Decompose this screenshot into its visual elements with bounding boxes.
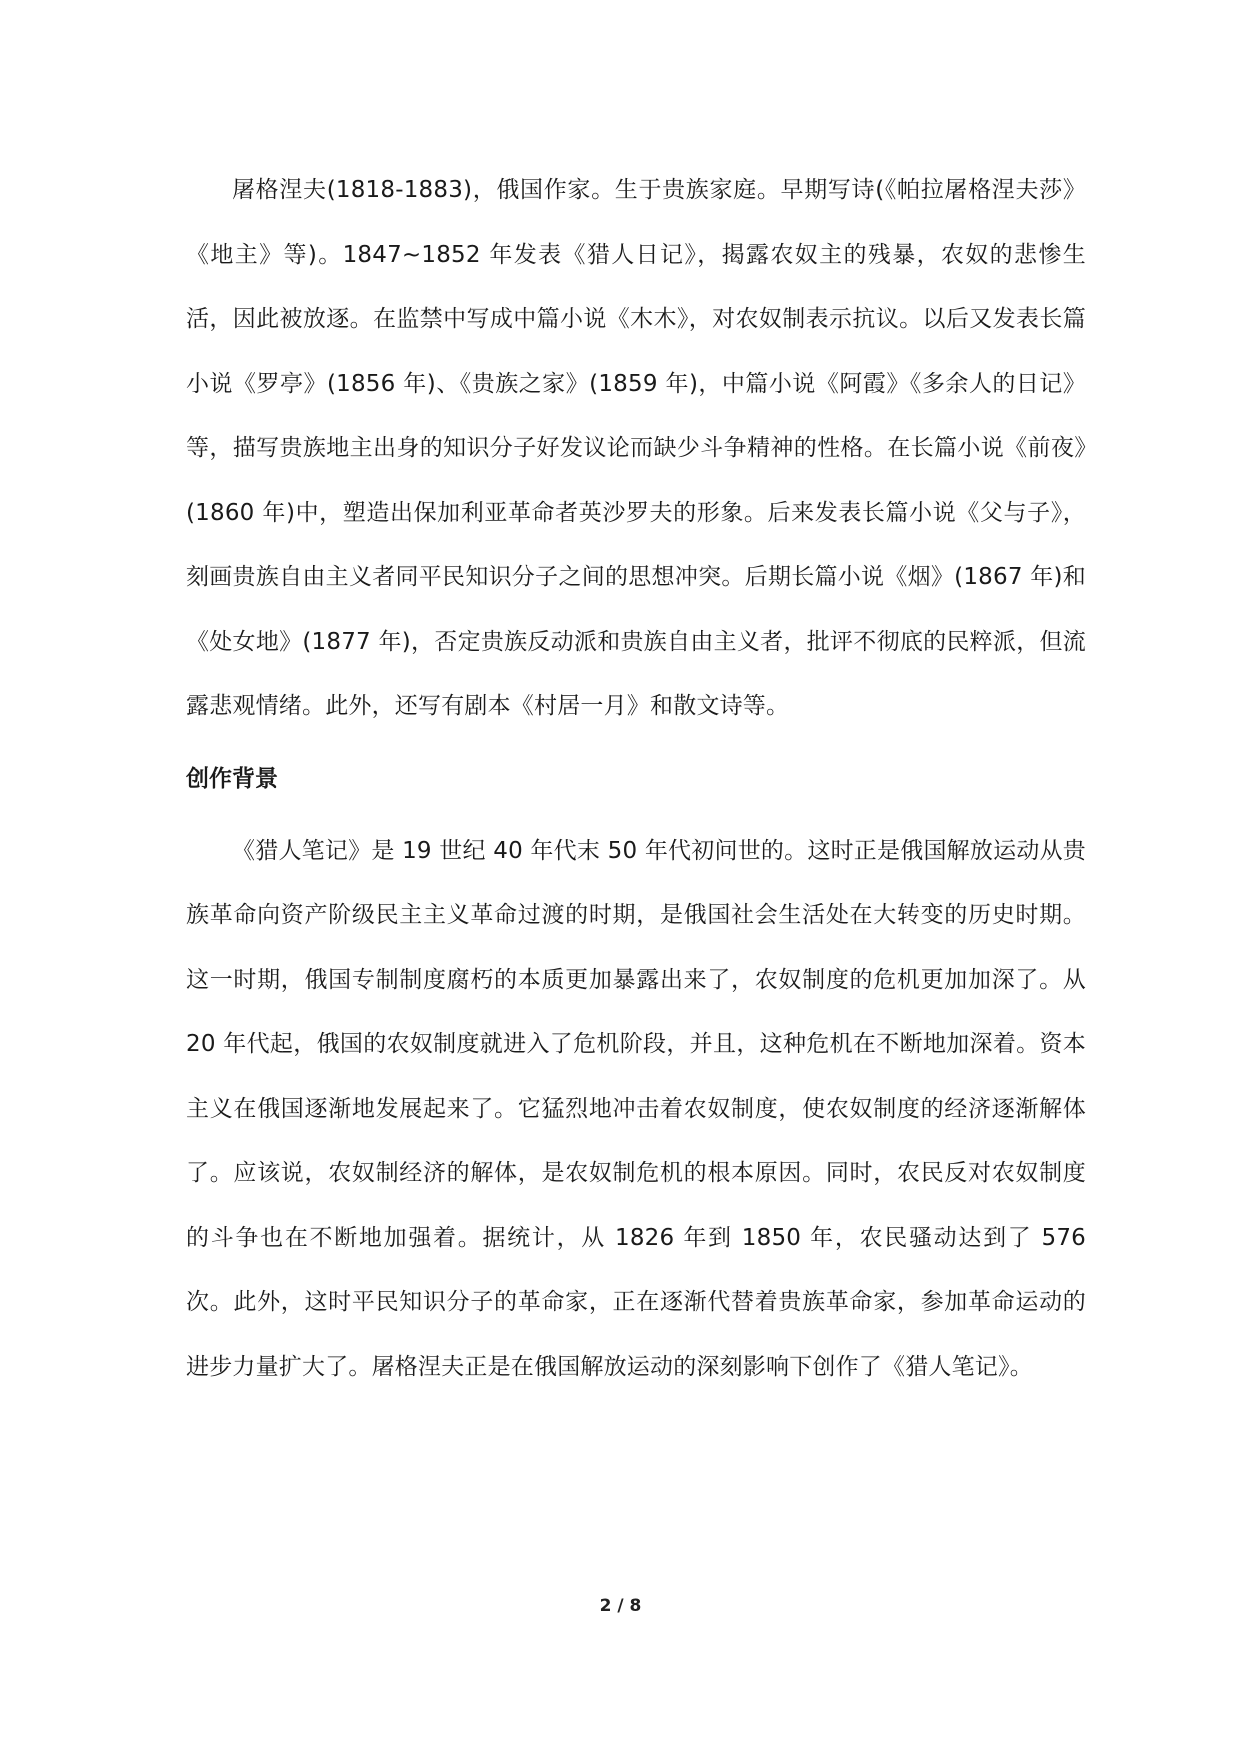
paragraph-background: 《猎人笔记》是 19 世纪 40 年代末 50 年代初问世的。这时正是俄国解放运动从贵族革命向资产阶级民主主义革命过渡的时期，是俄国社会生活处在大转变的历史时期。这一时期，俄国专制制度腐朽的本质更加暴露出来了，农奴制度的危机更加加深了。从 20 年代起，俄国的农奴制度就进入了危机阶段，并且，这种危机在不断地加深着。资本主义在俄国逐渐地发展起来了。它猛烈地冲击着农奴制度，使农奴制度的经济逐渐解体了。应该说，农奴制经济的解体，是农奴制危机的根本原因。同时，农民反对农奴制度的斗争也在不断地加强着。据统计，从 1826 年到 1850 年，农民骚动达到了 576 次。此外，这时平民知识分子的革命家，正在逐渐代替着贵族革命家，参加革命运动的进步力量扩大了。屠格涅夫正是在俄国解放运动的深刻影响下创作了《猎人笔记》。 xyxy=(186,837,1086,1380)
page-number: 2 / 8 xyxy=(599,1596,642,1616)
paragraph-author-bio: 屠格涅夫(1818-1883)，俄国作家。生于贵族家庭。早期写诗(《帕拉屠格涅夫莎》《地主》等)。1847~1852 年发表《猎人日记》，揭露农奴主的残暴，农奴的悲惨生活，因此被放逐。在监禁中写成中篇小说《木木》，对农奴制表示抗议。以后又发表长篇小说《罗亭》(1856 年)、《贵族之家》(1859 年)，中篇小说《阿霞》《多余人的日记》等，描写贵族地主出身的知识分子好发议论而缺少斗争精神的性格。在长篇小说《前夜》(1860 年)中，塑造出保加利亚革命者英沙罗夫的形象。后来发表长篇小说《父与子》，刻画贵族自由主义者同平民知识分子之间的思想冲突。后期长篇小说《烟》(1867 年)和《处女地》(1877 年)，否定贵族反动派和贵族自由主义者，批评不彻底的民粹派，但流露悲观情绪。此外，还写有剧本《村居一月》和散文诗等。 xyxy=(186,177,1086,719)
page-content xyxy=(186,158,1086,1399)
section-heading: 创作背景 xyxy=(186,765,278,792)
